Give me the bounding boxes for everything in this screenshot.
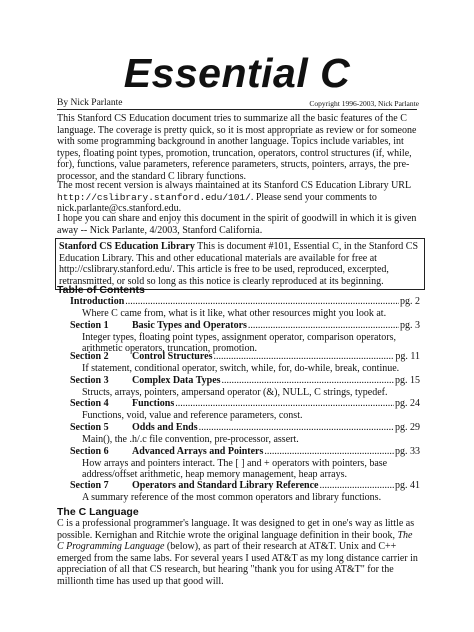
toc-leader-dots (125, 296, 399, 308)
toc-page-number: pg. 11 (395, 351, 420, 362)
toc-title: Control Structures (132, 351, 213, 362)
toc-leader-dots (264, 446, 394, 458)
toc-leader-dots (248, 320, 399, 332)
toc-title: Introduction (70, 296, 125, 307)
toc-entry[interactable] (70, 422, 420, 445)
toc-section-label: Section 6 (70, 446, 109, 457)
toc-description: Integer types, floating point types, assignment operator, comparison operators, arithmetic operators, truncation, promotion. (82, 331, 396, 355)
toc-title: Functions (132, 398, 175, 409)
toc-line (70, 375, 420, 387)
toc-page-number: pg. 15 (395, 375, 420, 386)
toc-line (70, 480, 420, 492)
toc-entry[interactable] (70, 375, 420, 398)
toc-section-label: Section 3 (70, 375, 109, 386)
toc-description: Where C came from, what is it like, what other resources might you look at. (82, 307, 387, 319)
toc-section-label: Section 7 (70, 480, 109, 491)
library-name: Stanford CS Education Library (59, 241, 195, 252)
toc-description: Functions, void, value and reference parameters, const. (82, 409, 303, 421)
toc-section-label: Section 5 (70, 422, 109, 433)
recent-version-paragraph (57, 180, 421, 215)
toc-section-label: Section 2 (70, 351, 109, 362)
toc-title: Odds and Ends (132, 422, 198, 433)
toc-title: Basic Types and Operators (132, 320, 247, 331)
library-url-link[interactable]: http://cslibrary.stanford.edu/101/ (57, 191, 251, 203)
toc-title: Advanced Arrays and Pointers (132, 446, 264, 457)
toc-leader-dots (319, 480, 394, 492)
toc-entry[interactable] (70, 296, 420, 319)
copyright-notice: Copyright 1996-2003, Nick Parlante (309, 99, 419, 108)
book-title: The C Programming Language (57, 529, 413, 553)
toc-entry[interactable] (70, 480, 420, 503)
header-rule (57, 109, 417, 110)
toc-line (70, 398, 420, 410)
toc-page-number: pg. 3 (400, 320, 420, 331)
toc-leader-dots (213, 351, 394, 363)
toc-line (70, 296, 420, 308)
c-language-heading: The C Language (57, 506, 139, 518)
toc-entry[interactable] (70, 398, 420, 421)
toc-title: Operators and Standard Library Reference (132, 480, 319, 491)
toc-description: If statement, conditional operator, switch, while, for, do-while, break, continue. (82, 362, 400, 374)
toc-leader-dots (199, 422, 394, 434)
recent-contact-text: . Please send your comments to nick.parlante@cs.stanford.edu. (57, 191, 377, 215)
toc-section-label: Section 1 (70, 320, 109, 331)
toc-page-number: pg. 24 (395, 398, 420, 409)
toc-description: Main(), the .h/.c file convention, pre-processor, assert. (82, 433, 299, 445)
toc-page-number: pg. 41 (395, 480, 420, 491)
document-title: Essential C (123, 50, 351, 96)
toc-page-number: pg. 2 (400, 296, 420, 307)
author-byline: By Nick Parlante (57, 98, 123, 108)
toc-page-number: pg. 33 (395, 446, 420, 457)
c-para-text-2: (below), as part of their research at AT&T. Unix and C++ emerged from the same labs. For several years I used AT&T as my long distance carrier in appreciation of all that CS research, but hearing "thank you for using AT&T" for the millionth time has used up that good will. (57, 541, 418, 587)
toc-line (70, 446, 420, 458)
toc-line (70, 320, 420, 332)
toc-section-label: Section 4 (70, 398, 109, 409)
toc-description: Structs, arrays, pointers, ampersand operator (&), NULL, C strings, typedef. (82, 386, 388, 398)
toc-leader-dots (175, 398, 394, 410)
goodwill-paragraph: I hope you can share and enjoy this document in the spirit of goodwill in which it is given away -- Nick Parlante, 4/2003, Stanford California. (57, 213, 417, 236)
toc-title: Complex Data Types (132, 375, 221, 386)
intro-paragraph: This Stanford CS Education document tries to summarize all the basic features of the C language. The coverage is pretty quick, so it is most appropriate as review or for someone with some programming background in another language. Topics include variables, int types, floating point types, promotion, truncation, operators, control structures (if, while, for), functions, value parameters, reference parameters, structs, pointers, arrays, the pre-processor, and the standard C library functions. (57, 113, 417, 182)
toc-entry[interactable] (70, 446, 420, 481)
toc-leader-dots (222, 375, 394, 387)
license-text: This is document #101, Essential C, in the Stanford CS Education Library. This and other educational materials are available for free at http://cslibrary.stanford.edu/. This article is free to be used, reproduced, excerpted, retransmitted, or sold so long as this notice is clearly reproduced at its beginning. (59, 241, 418, 287)
license-notice-box (55, 238, 425, 290)
toc-heading: Table of Contents (57, 284, 145, 296)
toc-line (70, 351, 420, 363)
c-para-text-1: C is a professional programmer's language. It was designed to get in one's way as little as possible. Kernighan and Ritchie wrote the original language definition in their book, (57, 518, 415, 541)
recent-text: The most recent version is always maintained at its Stanford CS Education Library URL (57, 180, 411, 191)
c-language-paragraph (57, 518, 421, 588)
toc-page-number: pg. 29 (395, 422, 420, 433)
toc-entry[interactable] (70, 351, 420, 374)
toc-description: A summary reference of the most common operators and library functions. (82, 491, 382, 503)
toc-line (70, 422, 420, 434)
toc-entry[interactable] (70, 320, 420, 355)
toc-description: How arrays and pointers interact. The [ ] and + operators with pointers, base address/offset arithmetic, heap memory management, heap arrays. (82, 457, 388, 481)
